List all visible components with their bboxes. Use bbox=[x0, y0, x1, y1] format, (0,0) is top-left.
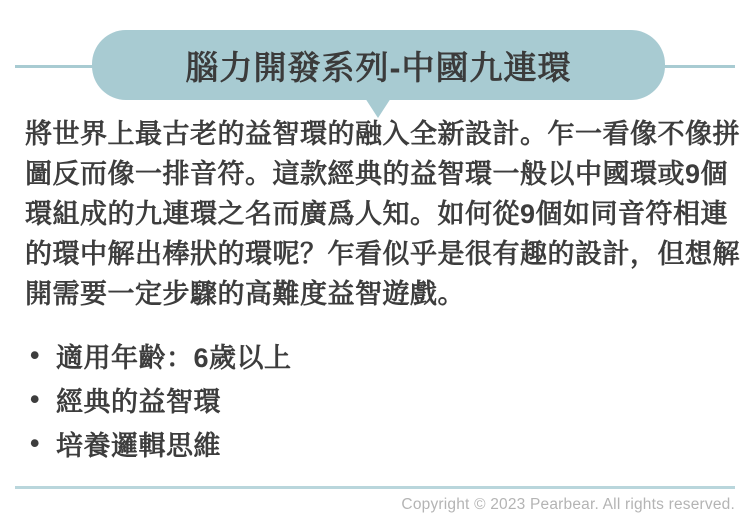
list-item bbox=[30, 377, 291, 421]
product-description bbox=[25, 114, 740, 314]
bullet-icon: • bbox=[30, 427, 40, 458]
description-line: 環組成的九連環之名而廣爲人知。如何從9個如同音符相連 bbox=[25, 199, 729, 229]
list-item bbox=[30, 421, 291, 465]
feature-text: 培養邏輯思維 bbox=[55, 430, 221, 461]
bullet-icon: • bbox=[30, 339, 40, 370]
bullet-icon: • bbox=[30, 383, 40, 414]
feature-list bbox=[30, 333, 291, 465]
title-badge bbox=[92, 30, 665, 100]
description-line: 圖反而像一排音符。這款經典的益智環一般以中國環或9個 bbox=[25, 159, 729, 189]
description-line: 的環中解出棒狀的環呢？乍看似乎是很有趣的設計，但想解 bbox=[25, 239, 740, 269]
feature-text: 適用年齡：6歲以上 bbox=[55, 342, 292, 373]
page-title: 腦力開發系列-中國九連環 bbox=[185, 48, 572, 86]
list-item bbox=[30, 333, 291, 377]
description-line: 將世界上最古老的益智環的融入全新設計。乍一看像不像拼 bbox=[25, 119, 740, 149]
footer-divider bbox=[15, 486, 735, 489]
feature-text: 經典的益智環 bbox=[55, 386, 221, 417]
copyright-text: Copyright © 2023 Pearbear. All rights reserved. bbox=[401, 496, 735, 513]
description-line: 開需要一定步驟的高難度益智遊戲。 bbox=[25, 279, 465, 309]
